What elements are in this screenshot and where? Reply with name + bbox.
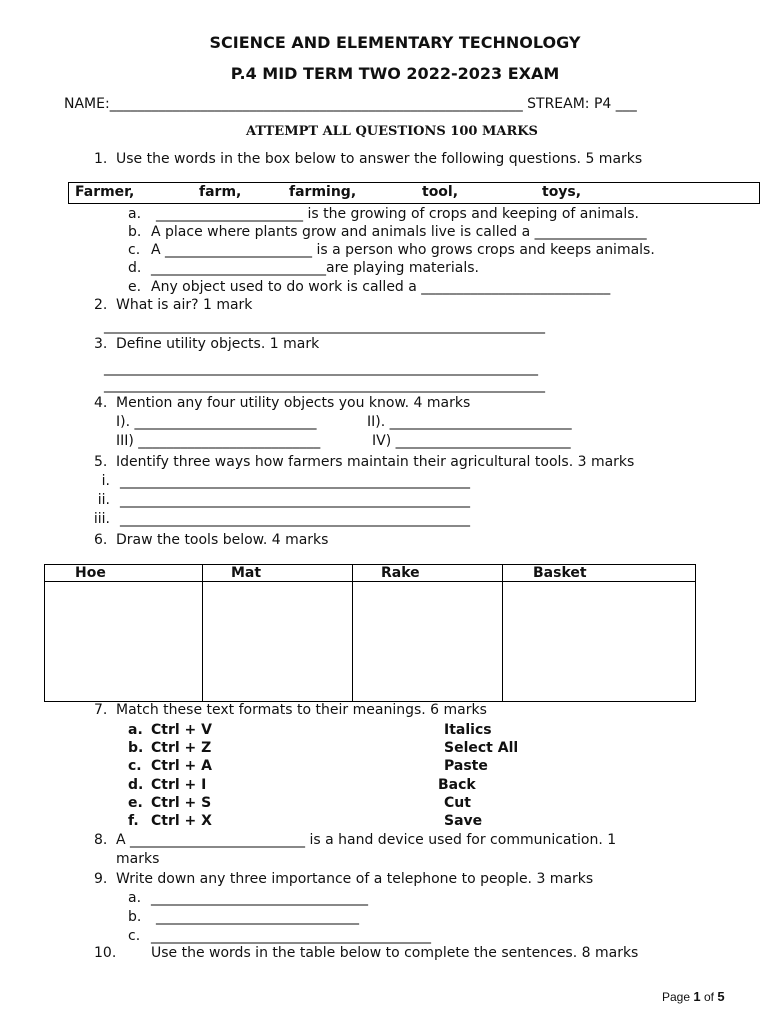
word-box-item: Farmer, bbox=[75, 184, 135, 200]
q4-answer-3[interactable]: III) __________________________ bbox=[116, 433, 321, 449]
q5-answer-line[interactable]: __________________________________________________ bbox=[120, 511, 470, 527]
shortcut-key: Ctrl + Z bbox=[151, 740, 212, 756]
q1-item-text[interactable]: _____________________ is the growing of crops and keeping of animals. bbox=[156, 206, 639, 222]
q9-item-label: c. bbox=[128, 928, 141, 944]
q4-answer-4[interactable]: IV) _________________________ bbox=[372, 433, 571, 449]
q1-item-text[interactable]: _________________________are playing materials. bbox=[151, 260, 480, 276]
q9-number: 9. bbox=[94, 871, 108, 887]
q9-text: Write down any three importance of a telephone to people. 3 marks bbox=[116, 871, 594, 887]
shortcut-key: Ctrl + V bbox=[151, 722, 212, 738]
q7-text: Match these text formats to their meanings. 6 marks bbox=[116, 702, 487, 718]
word-box-item: toys, bbox=[542, 184, 582, 200]
q9-answer-line[interactable]: _______________________________ bbox=[151, 890, 368, 906]
q10-text: Use the words in the table below to complete the sentences. 8 marks bbox=[151, 945, 639, 961]
q1-item-text[interactable]: A place where plants grow and animals live is called a ________________ bbox=[151, 224, 647, 240]
word-box bbox=[68, 182, 760, 204]
q5-answer-line[interactable]: __________________________________________________ bbox=[120, 473, 470, 489]
shortcut-label: d. bbox=[128, 777, 144, 793]
table-header-basket: Basket bbox=[503, 565, 696, 582]
page-of: of bbox=[703, 990, 714, 1004]
q5-number: 5. bbox=[94, 454, 108, 470]
q2-number: 2. bbox=[94, 297, 108, 313]
page-prefix: Page bbox=[662, 990, 691, 1004]
q2-text: What is air? 1 mark bbox=[116, 297, 253, 313]
q3-text: Define utility objects. 1 mark bbox=[116, 336, 320, 352]
page-number: 1 bbox=[693, 989, 701, 1004]
q9-item-label: b. bbox=[128, 909, 142, 925]
q1-item-label: c. bbox=[128, 242, 141, 258]
instruction-line: ATTEMPT ALL QUESTIONS 100 MARKS bbox=[246, 124, 538, 139]
shortcut-meaning: Save bbox=[444, 813, 483, 829]
shortcut-meaning: Back bbox=[438, 777, 476, 793]
exam-subject-title: SCIENCE AND ELEMENTARY TECHNOLOGY bbox=[209, 33, 581, 52]
q3-answer-line[interactable]: ______________________________________________________________ bbox=[104, 360, 538, 376]
q5-item-label: iii. bbox=[93, 511, 110, 527]
q3-number: 3. bbox=[94, 336, 108, 352]
q10-number: 10. bbox=[94, 945, 117, 961]
q5-text: Identify three ways how farmers maintain their agricultural tools. 3 marks bbox=[116, 454, 635, 470]
q7-number: 7. bbox=[94, 702, 108, 718]
page-footer bbox=[662, 989, 725, 1004]
q5-item-label: ii. bbox=[97, 492, 110, 508]
q5-answer-line[interactable]: __________________________________________________ bbox=[120, 492, 470, 508]
q6-number: 6. bbox=[94, 532, 108, 548]
q1-item-label: d. bbox=[128, 260, 142, 276]
q4-answer-2[interactable]: II). __________________________ bbox=[367, 414, 572, 430]
shortcut-key: Ctrl + I bbox=[151, 777, 207, 793]
q8-number: 8. bbox=[94, 832, 108, 848]
drawing-cell-hoe[interactable] bbox=[45, 582, 203, 702]
drawing-cell-mat[interactable] bbox=[203, 582, 353, 702]
shortcut-meaning: Select All bbox=[444, 740, 519, 756]
shortcut-label: b. bbox=[128, 740, 144, 756]
q8-text[interactable]: A _________________________ is a hand device used for communication. 1 bbox=[116, 832, 617, 848]
shortcut-key: Ctrl + X bbox=[151, 813, 212, 829]
shortcut-label: f. bbox=[128, 813, 139, 829]
shortcut-key: Ctrl + S bbox=[151, 795, 212, 811]
q4-text: Mention any four utility objects you know. 4 marks bbox=[116, 395, 471, 411]
word-box-item: tool, bbox=[422, 184, 459, 200]
table-header-mat: Mat bbox=[203, 565, 353, 582]
shortcut-label: e. bbox=[128, 795, 143, 811]
word-box-item: farm, bbox=[199, 184, 242, 200]
page-total: 5 bbox=[717, 989, 725, 1004]
q1-text: Use the words in the box below to answer the following questions. 5 marks bbox=[116, 151, 643, 167]
q1-item-label: a. bbox=[128, 206, 142, 222]
q3-answer-line[interactable]: _______________________________________________________________ bbox=[104, 377, 545, 393]
q6-text: Draw the tools below. 4 marks bbox=[116, 532, 329, 548]
shortcut-label: a. bbox=[128, 722, 143, 738]
name-stream-line[interactable]: NAME:___________________________________________________________ STREAM: P4 ___ bbox=[64, 96, 637, 112]
q9-answer-line[interactable]: ________________________________________ bbox=[151, 928, 431, 944]
q1-item-label: e. bbox=[128, 279, 142, 295]
q8-text-continued: marks bbox=[116, 851, 160, 867]
word-box-item: farming, bbox=[289, 184, 357, 200]
shortcut-key: Ctrl + A bbox=[151, 758, 212, 774]
exam-term-title: P.4 MID TERM TWO 2022-2023 EXAM bbox=[230, 64, 560, 83]
drawing-cell-rake[interactable] bbox=[353, 582, 503, 702]
q1-item-label: b. bbox=[128, 224, 142, 240]
q1-number: 1. bbox=[94, 151, 108, 167]
q4-number: 4. bbox=[94, 395, 108, 411]
q4-answer-1[interactable]: I). __________________________ bbox=[116, 414, 317, 430]
q5-item-label: i. bbox=[101, 473, 110, 489]
shortcut-label: c. bbox=[128, 758, 142, 774]
shortcut-meaning: Paste bbox=[444, 758, 488, 774]
q9-item-label: a. bbox=[128, 890, 142, 906]
q2-answer-line[interactable]: _______________________________________________________________ bbox=[104, 318, 545, 334]
table-header-rake: Rake bbox=[353, 565, 503, 582]
q9-answer-line[interactable]: _____________________________ bbox=[156, 909, 359, 925]
drawing-table bbox=[44, 564, 696, 702]
drawing-cell-basket[interactable] bbox=[503, 582, 696, 702]
shortcut-meaning: Italics bbox=[444, 722, 492, 738]
q1-item-text[interactable]: Any object used to do work is called a ___________________________ bbox=[151, 279, 611, 295]
table-header-hoe: Hoe bbox=[45, 565, 203, 582]
shortcut-meaning: Cut bbox=[444, 795, 471, 811]
q1-item-text[interactable]: A _____________________ is a person who grows crops and keeps animals. bbox=[151, 242, 655, 258]
